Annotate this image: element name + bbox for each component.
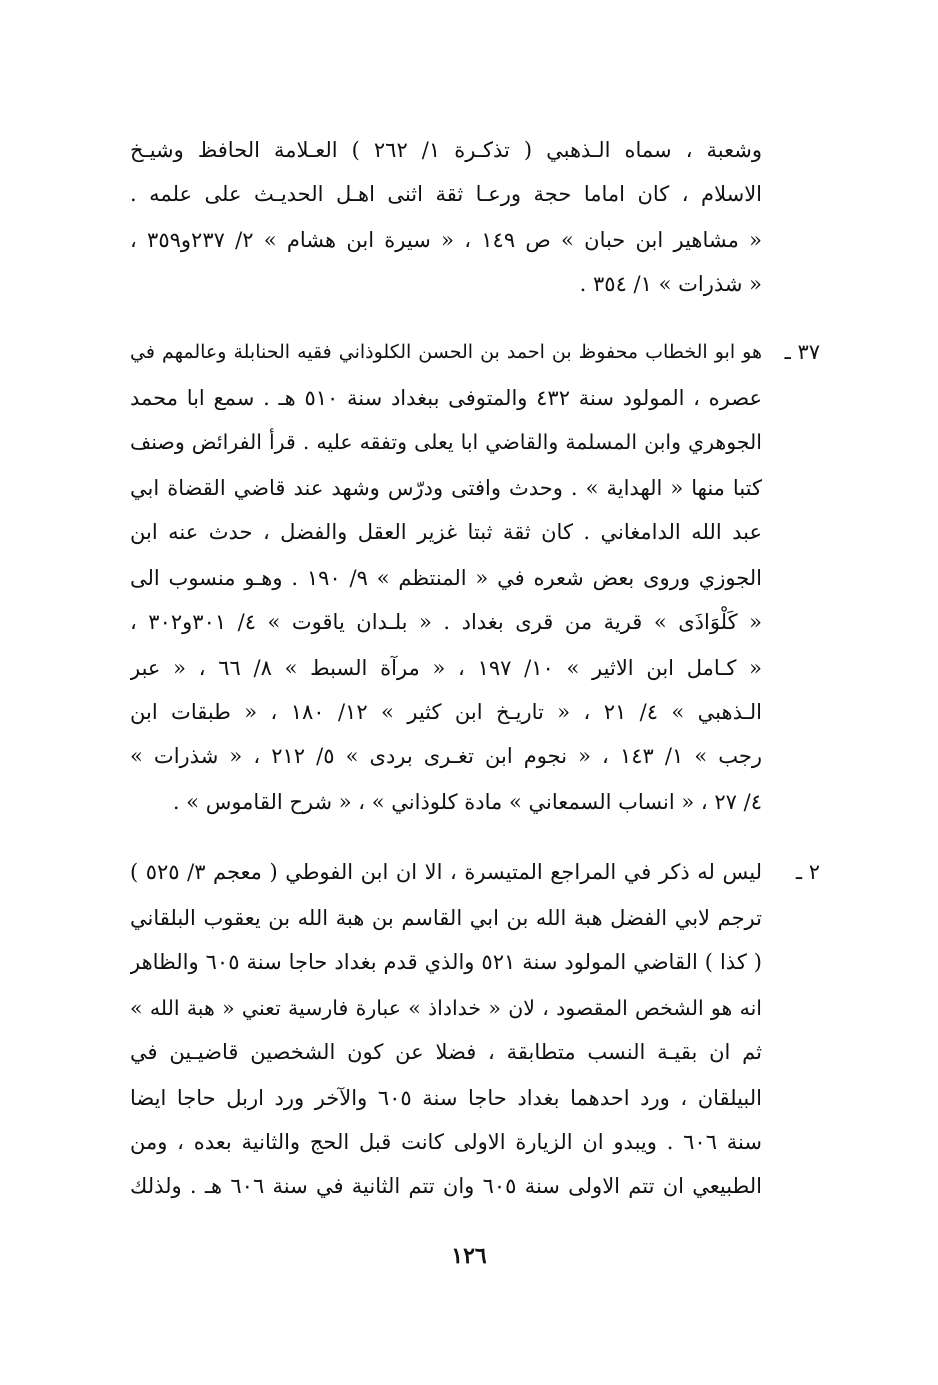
text-line: رجب » ١/ ١٤٣ ، « نجوم ابن تغـرى بردى » ٥/ ٢١٢ ، « شذرات » — [130, 744, 762, 768]
text-line: هو ابو الخطاب محفوظ بن احمد بن الحسن الكلوذاني فقيه الحنابلة وعالمهم في — [130, 341, 762, 363]
text-line: عبد الله الدامغاني . كان ثقة ثبتا غزير العقل والفضل ، حدث عنه ابن — [130, 520, 762, 544]
text-line: « شذرات » ١/ ٣٥٤ . — [579, 272, 762, 296]
text-line: ثم ان بقيـة النسب متطابقة ، فضلا عن كون الشخصين قاضيـين في — [130, 1040, 762, 1064]
text-line: البيلقان ، ورد احدهما بغداد حاجا سنة ٦٠٥ والآخر ورد اربل حاجا ايضا — [130, 1086, 762, 1110]
text-line: « كَلْوَاذَى » قرية من قرى بغداد . « بلـدان ياقوت » ٤/ ٣٠١و٣٠٢ ، — [130, 610, 762, 634]
text-line: « مشاهير ابن حبان » ص ١٤٩ ، « سيرة ابن هشام » ٢/ ٢٣٧و٣٥٩ ، — [130, 228, 762, 252]
text-line: كتبا منها « الهداية » . وحدث وافتى ودرّس وشهد عند قاضي القضاة ابي — [130, 476, 762, 500]
text-line: ليس له ذكر في المراجع المتيسرة ، الا ان ابن الفوطي ( معجم ٣/ ٥٢٥ ) — [130, 860, 762, 884]
footnote-marker: ٢ ـ — [795, 860, 820, 884]
text-line: الاسلام ، كان اماما حجة ورعـا ثقة اثنى اهـل الحديـث على علمه . — [130, 182, 762, 206]
text-line: سنة ٦٠٦ . ويبدو ان الزيارة الاولى كانت قبل الحج والثانية بعده ، ومن — [130, 1130, 762, 1154]
text-line: انه هو الشخص المقصود ، لان « خداداذ » عبارة فارسية تعني « هبة الله » — [130, 996, 762, 1020]
text-line: الـذهبي » ٤/ ٢١ ، « تاريـخ ابن كثير » ١٢/ ١٨٠ ، « طبقات ابن — [130, 700, 762, 724]
text-line: الطبيعي ان تتم الاولى سنة ٦٠٥ وان تتم الثانية في سنة ٦٠٦ هـ . ولذلك — [130, 1174, 762, 1198]
page-number: ١٢٦ — [451, 1243, 487, 1269]
text-line: الجوهري وابن المسلمة والقاضي ابا يعلى وتفقه عليه . قرأ الفرائض وصنف — [130, 430, 762, 454]
footnote-marker: ٣٧ ـ — [784, 340, 820, 364]
text-line: وشعبة ، سماه الـذهبي ( تذكـرة ١/ ٢٦٢ ) العـلامة الحافظ وشيـخ — [130, 138, 762, 162]
text-line: ترجم لابي الفضل هبة الله بن ابي القاسم بن هبة الله بن يعقوب البلقاني — [130, 906, 762, 930]
text-line: عصره ، المولود سنة ٤٣٢ والمتوفى ببغداد سنة ٥١٠ هـ . سمع ابا محمد — [130, 386, 762, 410]
text-line: ٤/ ٢٧ ، « انساب السمعاني » مادة كلوذاني » ، « شرح القاموس » . — [172, 790, 762, 814]
text-line: ( كذا ) القاضي المولود سنة ٥٢١ والذي قدم بغداد حاجا سنة ٦٠٥ والظاهر — [130, 950, 762, 974]
text-line: « كـامل ابن الاثير » ١٠/ ١٩٧ ، « مرآة السبط » ٨/ ٦٦ ، « عبر — [130, 656, 762, 680]
text-line: الجوزي وروى بعض شعره في « المنتظم » ٩/ ١٩٠ . وهـو منسوب الى — [130, 566, 762, 590]
